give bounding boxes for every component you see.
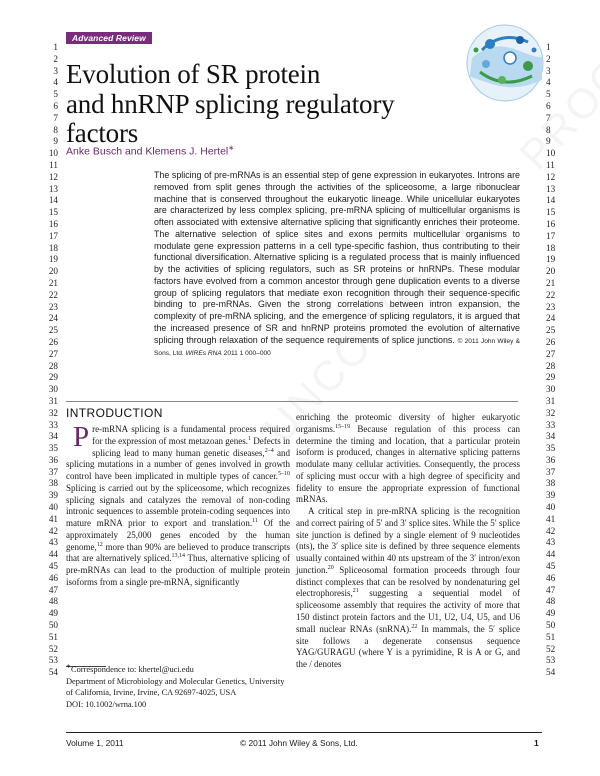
line-number: 26 — [48, 336, 58, 347]
footnote-correspondence — [66, 662, 290, 676]
text-run: and splicing mutations in a number of genes involved in growth control have been implicated in multiple types of cancer. — [66, 447, 290, 482]
authors-text: Anke Busch and Klemens J. Hertel — [66, 145, 229, 158]
ref-link[interactable]: 20 — [327, 564, 334, 571]
drop-cap: P — [73, 421, 90, 453]
line-number: 19 — [48, 254, 58, 265]
intro-paragraph-1 — [66, 421, 291, 589]
line-number: 34 — [48, 431, 58, 442]
text-run: Splicing is carried out by the spliceosome, which recognizes splicing signals and catalyzes the removal of non-coding intronic sequences to assemble protein-coding sequences into mature mRNA prior to export and translation. — [66, 482, 290, 529]
line-number: 13 — [48, 183, 58, 194]
line-number: 7 — [546, 112, 551, 123]
text-run: enriching the proteomic diversity of higher eukaryotic organisms. — [296, 412, 520, 434]
line-number: 23 — [546, 301, 556, 312]
text-run: Spliceosomal formation proceeds through four distinct complexes that can be resolved by nondenaturing gel electrophoresis, — [296, 564, 520, 599]
line-number: 16 — [48, 218, 58, 229]
author-asterisk: ∗ — [228, 145, 235, 152]
line-number: 52 — [546, 643, 556, 654]
line-number: 11 — [546, 159, 555, 170]
line-number: 23 — [48, 301, 58, 312]
line-number: 25 — [48, 325, 58, 336]
line-number: 12 — [546, 171, 556, 182]
line-number: 2 — [546, 53, 551, 64]
line-number: 14 — [48, 195, 58, 206]
ref-link[interactable]: 11 — [252, 518, 258, 525]
text-run: Of the approximately 25,000 genes encoded by the human genome, — [66, 518, 290, 552]
line-number: 50 — [48, 620, 58, 631]
section-heading-introduction: INTRODUCTION — [66, 406, 163, 420]
line-number: 29 — [546, 372, 556, 383]
ref-link[interactable]: 15–19 — [335, 423, 351, 430]
line-number: 15 — [48, 207, 58, 218]
line-number: 43 — [546, 537, 556, 548]
line-number: 6 — [546, 100, 551, 111]
line-number: 44 — [546, 549, 556, 560]
line-number: 13 — [546, 183, 556, 194]
abstract-copyright: © 2011 John Wiley & Sons, Ltd. — [154, 337, 521, 358]
line-number: 40 — [546, 502, 556, 513]
article-type-badge: Advanced Review — [66, 32, 152, 44]
intro-paragraph-2 — [296, 506, 520, 671]
ref-link[interactable]: 13,14 — [171, 553, 185, 560]
line-number: 12 — [48, 171, 58, 182]
line-number: 45 — [546, 561, 556, 572]
footnote — [66, 662, 290, 711]
line-number: 3 — [546, 65, 551, 76]
line-number: 1 — [53, 42, 58, 52]
line-number: 49 — [546, 608, 556, 619]
line-number: 10 — [48, 148, 58, 159]
line-number: 31 — [546, 395, 556, 406]
line-number: 37 — [48, 466, 58, 477]
line-number: 10 — [546, 148, 556, 159]
author-list — [66, 144, 234, 158]
line-number: 37 — [546, 466, 556, 477]
ref-link[interactable]: 1 — [247, 435, 251, 442]
line-number: 4 — [546, 77, 551, 88]
line-number: 38 — [546, 478, 556, 489]
text-run: suggesting a sequential model of spliceosome assembly that requires the activity of more that 150 distinct protein factors and the U1, U2, U4, U5, and U6 small nuclear RNAs (snRNA). — [296, 588, 520, 634]
line-number: 27 — [48, 348, 58, 359]
line-number: 49 — [48, 608, 58, 619]
ref-link[interactable]: 21 — [352, 588, 359, 595]
ref-link[interactable]: 5–10 — [278, 471, 290, 478]
line-number: 46 — [546, 572, 556, 583]
line-number: 3 — [53, 65, 58, 76]
line-number: 32 — [546, 407, 556, 418]
line-number: 24 — [546, 313, 556, 324]
line-number: 19 — [546, 254, 556, 265]
line-number: 22 — [48, 289, 58, 300]
page-number: 1 — [534, 738, 539, 748]
line-number: 17 — [48, 230, 58, 241]
line-number: 8 — [53, 124, 58, 135]
line-number: 22 — [546, 289, 556, 300]
ref-link[interactable]: 2–4 — [264, 447, 274, 454]
line-number: 9 — [53, 136, 58, 147]
line-numbers-left — [34, 42, 58, 679]
line-number: 51 — [48, 631, 58, 642]
line-number: 11 — [49, 159, 58, 170]
line-number: 6 — [53, 100, 58, 111]
body-column-right — [296, 412, 520, 671]
line-number: 40 — [48, 502, 58, 513]
line-number: 35 — [546, 443, 556, 454]
correspondence-text[interactable]: Correspondence to: khertel@uci.edu — [71, 664, 194, 674]
abstract-journal: WIREs RNA — [185, 350, 222, 358]
line-number: 46 — [48, 572, 58, 583]
line-number: 50 — [546, 620, 556, 631]
footnote-doi[interactable]: DOI: 10.1002/wrna.100 — [66, 700, 147, 710]
ref-link[interactable]: 12 — [96, 541, 103, 548]
line-number: 27 — [546, 348, 556, 359]
line-number: 47 — [546, 584, 556, 595]
line-number: 9 — [546, 136, 551, 147]
line-number: 7 — [53, 112, 58, 123]
text-run: re-mRNA splicing is a fundamental process required for the expression of most metazoan genes. — [92, 424, 290, 446]
ref-link[interactable]: 22 — [411, 623, 418, 630]
line-number: 20 — [546, 266, 556, 277]
line-number: 5 — [53, 89, 58, 100]
line-number: 42 — [48, 525, 58, 536]
line-number: 52 — [48, 643, 58, 654]
line-number: 47 — [48, 584, 58, 595]
text-run: Defects in splicing lead to many human genetic diseases, — [92, 435, 291, 458]
line-number: 43 — [48, 537, 58, 548]
line-number: 32 — [48, 407, 58, 418]
section-divider — [66, 401, 518, 402]
line-number: 53 — [546, 655, 556, 666]
line-number: 33 — [546, 419, 556, 430]
line-number: 17 — [546, 230, 556, 241]
line-number: 15 — [546, 207, 556, 218]
line-number: 18 — [546, 242, 556, 253]
line-number: 26 — [546, 336, 556, 347]
abstract-citation: 2011 1 000–000 — [223, 350, 271, 358]
footnote-asterisk: ∗ — [66, 664, 72, 670]
title-line-3: factors — [66, 118, 139, 148]
line-number: 21 — [546, 277, 556, 288]
line-number: 36 — [546, 454, 556, 465]
line-number: 42 — [546, 525, 556, 536]
journal-logo-icon — [462, 20, 548, 106]
line-number: 54 — [546, 667, 556, 678]
line-number: 18 — [48, 242, 58, 253]
line-number: 24 — [48, 313, 58, 324]
text-run: Thus, alternative splicing of pre-mRNAs can lead to the production of multiple protein isoforms from a single pre-mRNA, significantly — [66, 553, 291, 587]
line-number: 29 — [48, 372, 58, 383]
intro-paragraph-1-continued — [296, 412, 520, 506]
line-number: 28 — [546, 360, 556, 371]
article-title — [66, 60, 446, 149]
line-number: 39 — [48, 490, 58, 501]
line-number: 2 — [53, 53, 58, 64]
line-number: 51 — [546, 631, 556, 642]
line-number: 4 — [53, 77, 58, 88]
title-line-1: Evolution of SR protein — [66, 59, 321, 89]
footer-copyright: © 2011 John Wiley & Sons, Ltd. — [240, 738, 358, 748]
line-number: 41 — [48, 513, 58, 524]
body-column-left — [66, 421, 291, 589]
line-number: 34 — [546, 431, 556, 442]
title-line-2: and hnRNP splicing regulatory — [66, 88, 395, 119]
line-number: 31 — [48, 395, 58, 406]
text-run: Because regulation of this process can determine the timing and location, that a particular protein isoform is produced, changes in alternative splicing patterns modulate many cellular activities. Consequently, the process of splicing must occur with a high degree of specificity and fidelity to ensure the appropriate expression of functional mRNAs. — [296, 423, 520, 505]
text-run: more than 90% are believed to produce transcripts that are alternatively spliced. — [66, 541, 290, 564]
line-number: 30 — [546, 384, 556, 395]
footer-volume: Volume 1, 2011 — [66, 738, 124, 748]
line-number: 45 — [48, 561, 58, 572]
line-number: 36 — [48, 454, 58, 465]
line-number: 38 — [48, 478, 58, 489]
abstract-text: The splicing of pre-mRNAs is an essential step of gene expression in eukaryotes. Introns are removed from split genes through the activities of the spliceosome, a large ribonuclear machine that is conserved throughout the eukaryotic lineage. While unicellular eukaryotes are characterized by less complex splicing, pre-mRNA splicing of multicellular organisms is often associated with extensive alternative splicing that significantly enriches their proteome. The alternative selection of splice sites and exons permits multicellular organisms to modulate gene expression patterns in a cell type-specific fashion, thus contributing to their functional diversification. Alternative splicing is a regulated process that is mainly influenced by the activities of splicing regulators, such as SR proteins or hnRNPs. These modular factors have evolved from a common ancestor through gene duplication events to a diverse group of splicing regulators that mediate exon recognition through their sequence-specific binding to pre-mRNAs. Given the strong correlations between intron expansion, the complexity of pre-mRNA splicing, and the emergence of splicing regulators, it is argued that the increased presence of SR and hnRNP proteins promoted the evolution of alternative splicing through relaxation of the sequence requirements of splice junctions. — [154, 170, 520, 345]
line-number: 14 — [546, 195, 556, 206]
line-number: 8 — [546, 124, 551, 135]
line-number: 48 — [48, 596, 58, 607]
line-number: 25 — [546, 325, 556, 336]
line-number: 41 — [546, 513, 556, 524]
line-number: 33 — [48, 419, 58, 430]
line-number: 21 — [48, 277, 58, 288]
line-number: 39 — [546, 490, 556, 501]
text-run: In mammals, the 5′ splice site follows a degenerate consensus sequence YAG/GURAGU (where Y is a pyrimidine, R is A or G, and the / denotes — [296, 623, 521, 670]
footnote-affiliation: Department of Microbiology and Molecular Genetics, University of California, Irvine, Irvine, CA 92697-4025, USA — [66, 676, 285, 698]
line-number: 20 — [48, 266, 58, 277]
line-number: 54 — [48, 667, 58, 678]
line-number: 16 — [546, 218, 556, 229]
line-number: 44 — [48, 549, 58, 560]
line-number: 35 — [48, 443, 58, 454]
line-number: 1 — [546, 42, 551, 52]
line-number: 28 — [48, 360, 58, 371]
line-number: 53 — [48, 655, 58, 666]
line-number: 30 — [48, 384, 58, 395]
line-number: 48 — [546, 596, 556, 607]
footer-divider — [66, 732, 542, 733]
text-run: A critical step in pre-mRNA splicing is the recognition and correct pairing of 5′ and 3′ splice sites. While the 5′ splice site junction is defined by a single element of 9 nucleotides (nts), the 3′ splice site is defined by three sequence elements usually contained within 40 nts upstream of the 3′ intron/exon junction. — [296, 506, 520, 575]
line-number: 5 — [546, 89, 551, 100]
